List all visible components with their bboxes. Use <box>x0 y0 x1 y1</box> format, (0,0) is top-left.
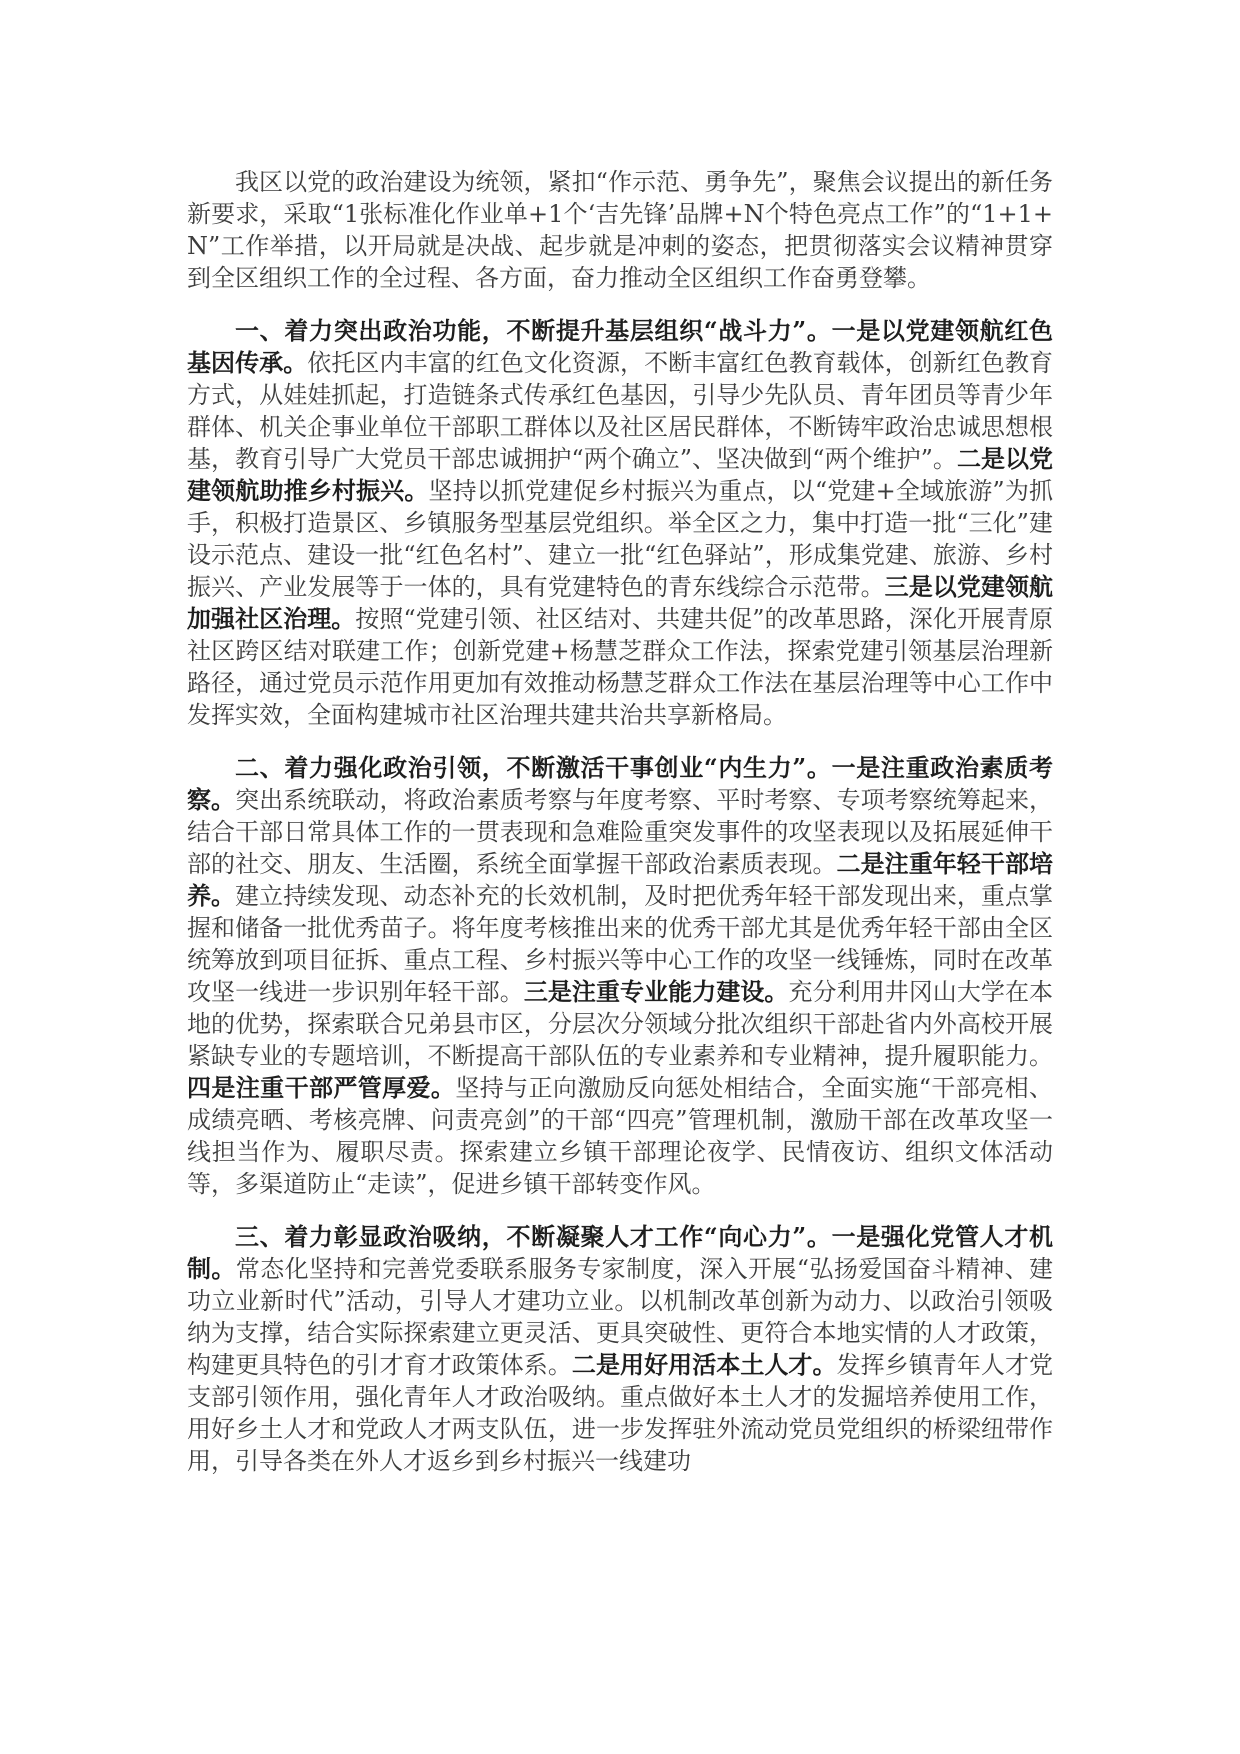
body-text: 我区以党的政治建设为统领，紧扣“作示范、勇争先”，聚焦会议提出的新任务新要求，采取“1张标准化作业单+1个‘吉先锋’品牌+N个特色亮点工作”的“1+1+N”工作举措，以开局就是决战、起步就是冲刺的姿态，把贯彻落实会议精神贯穿到全区组织工作的全过程、各方面，奋力推动全区组织工作奋勇登攀。 <box>187 168 1053 292</box>
bold-heading-text: 一、着力突出政治功能，不断提升基层组织“战斗力”。一是以党建领航红色基因传承。 <box>187 316 1053 377</box>
bold-heading-text: 二、着力强化政治引领，不断激活干事创业“内生力”。一是注重政治素质考察。 <box>187 753 1053 814</box>
body-text: 常态化坚持和完善党委联系服务专家制度，深入开展“弘扬爱国奋斗精神、建功立业新时代”活动，引导人才建功立业。以机制改革创新为动力、以政治引领吸纳为支撑，结合实际探索建立更灵活、更具突破性、更符合本地实情的人才政策，构建更具特色的引才育才政策体系。 <box>187 1255 1053 1379</box>
body-text: 坚持与正向激励反向惩处相结合，全面实施“干部亮相、成绩亮晒、考核亮牌、问责亮剑”的干部“四亮”管理机制，激励干部在改革攻坚一线担当作为、履职尽责。探索建立乡镇干部理论夜学、民情夜访、组织文体活动等，多渠道防止“走读”，促进乡镇干部转变作风。 <box>187 1074 1053 1198</box>
bold-heading-text: 三是注重专业能力建设。 <box>523 977 789 1006</box>
body-text: 依托区内丰富的红色文化资源，不断丰富红色教育载体，创新红色教育方式，从娃娃抓起，打造链条式传承红色基因，引导少先队员、青年团员等青少年群体、机关企事业单位干部职工群体以及社区居民群体，不断铸牢政治忠诚思想根基，教育引导广大党员干部忠诚拥护“两个确立”、坚决做到“两个维护”。 <box>187 349 1054 473</box>
body-text: 充分利用井冈山大学在本地的优势，探索联合兄弟县市区，分层次分领域分批次组织干部赴省内外高校开展紧缺专业的专题培训，不断提高干部队伍的专业素养和专业精神，提升履职能力。 <box>187 978 1054 1070</box>
bold-heading-text: 四是注重干部严管厚爱。 <box>187 1073 456 1102</box>
paragraph-1 <box>187 166 1053 294</box>
body-text: 坚持以抓党建促乡村振兴为重点，以“党建+全域旅游”为抓手，积极打造景区、乡镇服务型基层党组织。举全区之力，集中打造一批“三化”建设示范点、建设一批“红色名村”、建立一批“红色驿站”，形成集党建、旅游、乡村振兴、产业发展等于一体的，具有党建特色的青东线综合示范带。 <box>187 477 1053 601</box>
document-body <box>187 166 1053 1498</box>
body-text: 按照“党建引领、社区结对、共建共促”的改革思路，深化开展青原社区跨区结对联建工作；创新党建+杨慧芝群众工作法，探索党建引领基层治理新路径，通过党员示范作用更加有效推动杨慧芝群众工作法在基层治理等中心工作中发挥实效，全面构建城市社区治理共建共治共享新格局。 <box>187 605 1054 729</box>
bold-heading-text: 二是以党建领航助推乡村振兴。 <box>187 444 1054 505</box>
body-text: 发挥乡镇青年人才党支部引领作用，强化青年人才政治吸纳。重点做好本土人才的发掘培养使用工作，用好乡土人才和党政人才两支队伍，进一步发挥驻外流动党员党组织的桥梁纽带作用，引导各类在外人才返乡到乡村振兴一线建功 <box>187 1351 1054 1475</box>
bold-heading-text: 二是注重年轻干部培养。 <box>187 849 1054 910</box>
bold-heading-text: 三是以党建领航加强社区治理。 <box>187 572 1053 633</box>
body-text: 建立持续发现、动态补充的长效机制，及时把优秀年轻干部发现出来，重点掌握和储备一批优秀苗子。将年度考核推出来的优秀干部尤其是优秀年轻干部由全区统筹放到项目征拆、重点工程、乡村振兴等中心工作的攻坚一线锤炼，同时在改革攻坚一线进一步识别年轻干部。 <box>187 882 1054 1006</box>
body-text: 突出系统联动，将政治素质考察与年度考察、平时考察、专项考察统筹起来，结合干部日常具体工作的一贯表现和急难险重突发事件的攻坚表现以及拓展延伸干部的社交、朋友、生活圈，系统全面掌握干部政治素质表现。 <box>187 786 1054 878</box>
bold-heading-text: 三、着力彰显政治吸纳，不断凝聚人才工作“向心力”。一是强化党管人才机制。 <box>187 1222 1053 1283</box>
bold-heading-text: 二是用好用活本土人才。 <box>571 1350 837 1379</box>
paragraph-4 <box>187 1221 1053 1477</box>
paragraph-2 <box>187 315 1053 731</box>
paragraph-3 <box>187 752 1053 1200</box>
